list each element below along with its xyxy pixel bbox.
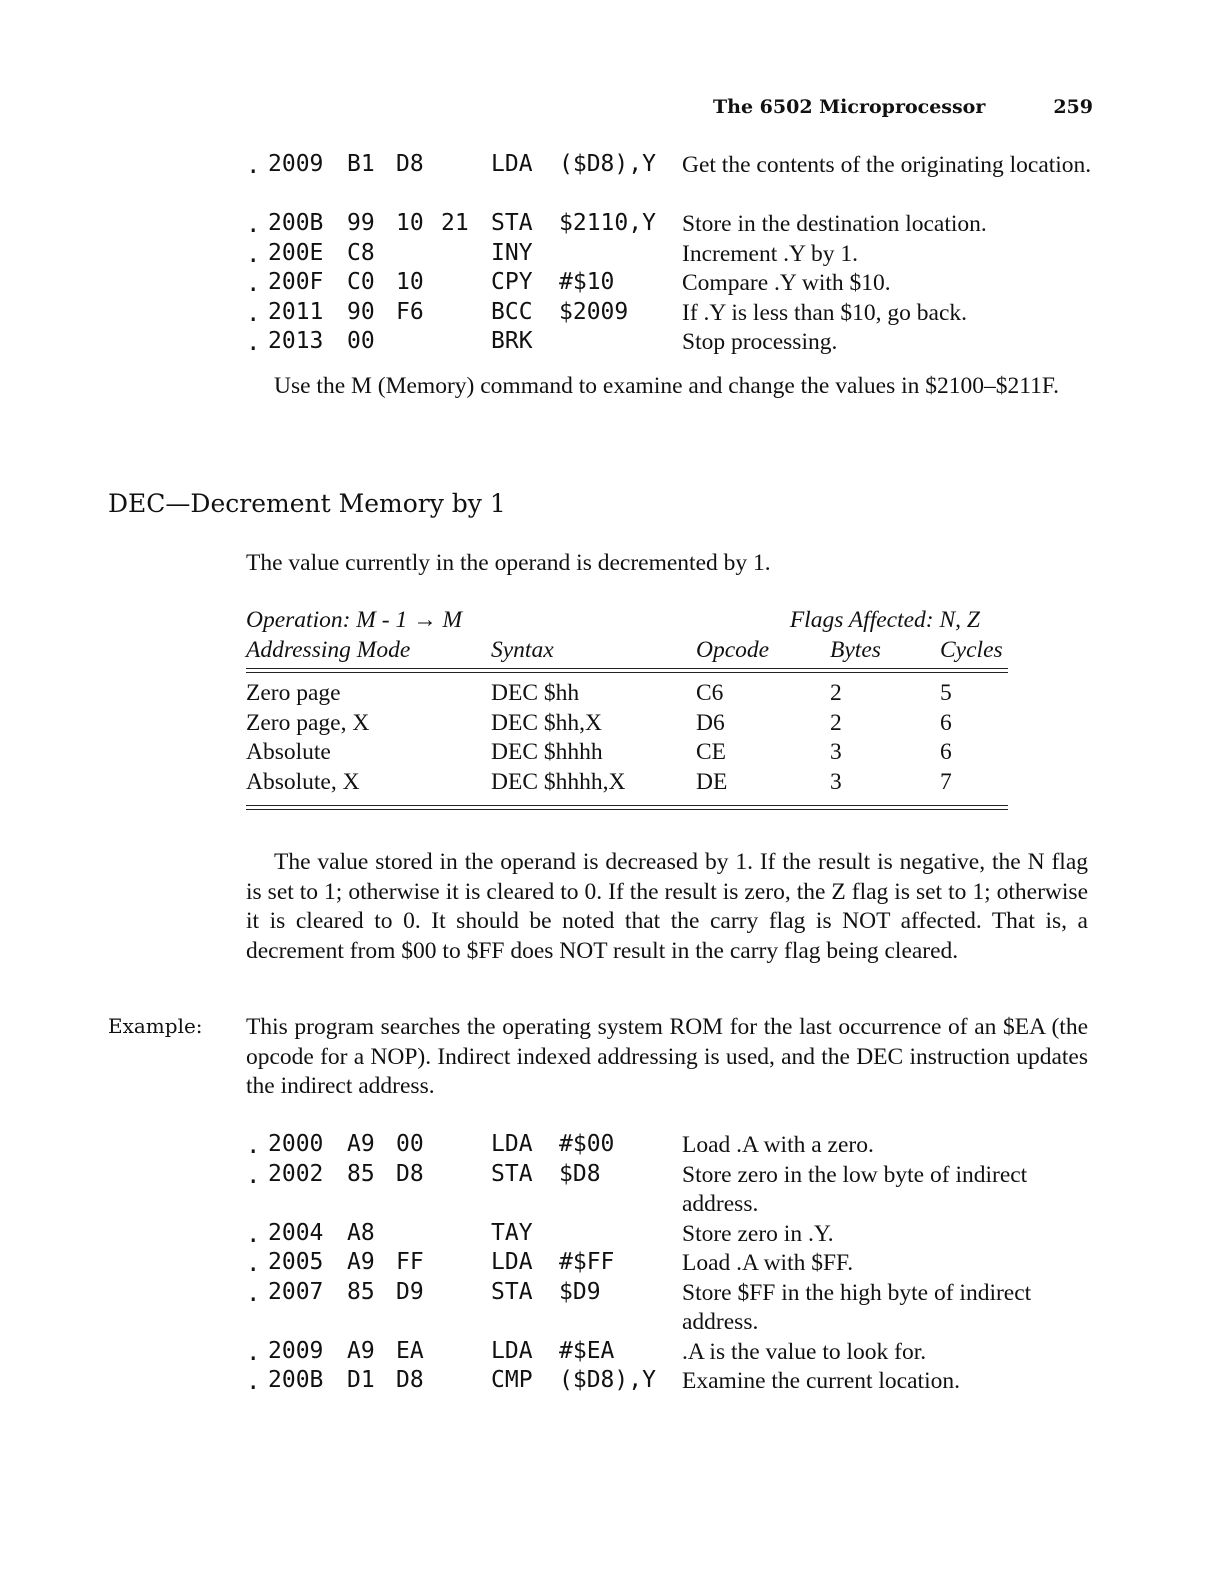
code-listing-bottom xyxy=(246,1131,1106,1397)
table-row xyxy=(246,769,1008,799)
code-address: 2004 xyxy=(268,1219,324,1246)
code-operand: #$00 xyxy=(559,1131,615,1157)
code-byte: D9 xyxy=(396,1278,424,1305)
cell-bytes: 3 xyxy=(830,739,842,765)
code-line xyxy=(246,1338,1106,1368)
code-mnemonic: LDA xyxy=(491,1249,533,1275)
code-mnemonic: STA xyxy=(491,1160,533,1187)
header-title: The 6502 Microprocessor xyxy=(713,96,986,118)
header-opcode: Opcode xyxy=(696,636,770,663)
cell-syntax: DEC $hh xyxy=(491,680,580,706)
code-comment: Load .A with a zero. xyxy=(682,1132,874,1158)
code-address: 2009 xyxy=(268,1337,324,1364)
code-byte: B1 xyxy=(347,151,375,177)
code-byte: C0 xyxy=(347,269,375,295)
code-line xyxy=(246,1131,1106,1161)
cell-bytes: 2 xyxy=(830,709,842,736)
code-byte: D8 xyxy=(396,1367,424,1393)
code-byte: A9 xyxy=(347,1249,375,1275)
table-row xyxy=(246,680,1008,710)
cell-opcode: C6 xyxy=(696,680,724,706)
cell-bytes: 2 xyxy=(830,680,842,706)
header-cycles: Cycles xyxy=(940,636,1003,663)
code-dot: . xyxy=(246,239,261,268)
code-address: 2007 xyxy=(268,1278,324,1305)
code-byte: FF xyxy=(396,1249,424,1275)
code-line xyxy=(246,269,1106,299)
code-mnemonic: LDA xyxy=(491,151,533,177)
code-mnemonic: CMP xyxy=(491,1367,533,1393)
table-row xyxy=(246,739,1008,769)
code-comment: Load .A with $FF. xyxy=(682,1250,854,1276)
section-heading: DEC—Decrement Memory by 1 xyxy=(108,489,506,518)
table-header-row xyxy=(246,637,1008,667)
table-rule xyxy=(246,668,1008,669)
table-rule xyxy=(246,809,1008,810)
code-comment: Stop processing. xyxy=(682,329,838,355)
code-mnemonic: BRK xyxy=(491,328,533,354)
code-mnemonic: STA xyxy=(491,210,533,236)
cell-cycles: 5 xyxy=(940,680,952,706)
table-row xyxy=(246,710,1008,740)
code-operand: ($D8),Y xyxy=(559,151,656,177)
code-dot: . xyxy=(246,1131,261,1159)
code-comment: .A is the value to look for. xyxy=(682,1338,927,1365)
code-address: 200F xyxy=(268,269,324,295)
code-comment: Store zero in the low byte of indirect address. xyxy=(682,1161,1028,1217)
code-operand: #$10 xyxy=(559,269,615,295)
cell-opcode: DE xyxy=(696,768,728,795)
code-mnemonic: STA xyxy=(491,1278,533,1305)
code-address: 2000 xyxy=(268,1131,324,1157)
code-dot: . xyxy=(246,298,261,327)
code-dot: . xyxy=(246,1278,261,1307)
code-comment: Store in the destination location. xyxy=(682,211,987,237)
code-address: 2002 xyxy=(268,1160,324,1187)
code-line xyxy=(246,1367,1106,1397)
code-byte: D8 xyxy=(396,151,424,177)
code-byte: 99 xyxy=(347,210,375,236)
code-byte: 85 xyxy=(347,1278,375,1305)
cell-syntax: DEC $hh,X xyxy=(491,709,602,736)
code-operand: $D8 xyxy=(559,1160,601,1187)
code-operand: $2009 xyxy=(559,298,629,325)
code-dot: . xyxy=(246,1337,261,1366)
code-byte: EA xyxy=(396,1337,424,1364)
code-line xyxy=(246,328,1106,358)
code-dot: . xyxy=(246,1160,261,1189)
cell-cycles: 7 xyxy=(940,768,952,795)
code-comment: Increment .Y by 1. xyxy=(682,240,858,267)
code-operand: $2110,Y xyxy=(559,210,656,236)
code-byte: F6 xyxy=(396,298,424,325)
code-operand: ($D8),Y xyxy=(559,1367,656,1393)
code-mnemonic: INY xyxy=(491,239,533,266)
code-address: 2011 xyxy=(268,298,324,325)
code-line xyxy=(246,151,1106,210)
cell-bytes: 3 xyxy=(830,768,842,795)
code-mnemonic: CPY xyxy=(491,269,533,295)
code-comment: Store zero in .Y. xyxy=(682,1220,834,1247)
page-number: 259 xyxy=(1053,96,1093,118)
code-dot: . xyxy=(246,210,261,238)
code-line xyxy=(246,1220,1106,1250)
table-rule xyxy=(246,805,1008,806)
description-paragraph: The value stored in the operand is decreased by 1. If the result is negative, the N flag is set to 1; otherwise it is cleared to 0. If the result is zero, the Z flag is set to 1; otherwise it is cleared to 0. It should be noted that the carry flag is NOT affected. That is, a decrement from $00 to $FF does NOT result in the carry flag being cleared. xyxy=(246,849,1088,964)
code-dot: . xyxy=(246,1219,261,1248)
code-address: 200B xyxy=(268,210,324,236)
code-mnemonic: TAY xyxy=(491,1219,533,1246)
code-byte: 00 xyxy=(396,1131,424,1157)
code-byte: C8 xyxy=(347,239,375,266)
header-syntax: Syntax xyxy=(491,636,554,663)
code-line xyxy=(246,210,1106,240)
code-dot: . xyxy=(246,269,261,297)
code-byte: 90 xyxy=(347,298,375,325)
flags-affected: Flags Affected: N, Z xyxy=(789,607,980,633)
code-byte: A9 xyxy=(347,1131,375,1157)
code-byte: D8 xyxy=(396,1160,424,1187)
code-byte: A8 xyxy=(347,1219,375,1246)
header-bytes: Bytes xyxy=(830,636,881,663)
code-address: 2009 xyxy=(268,151,324,177)
code-mnemonic: LDA xyxy=(491,1337,533,1364)
example-paragraph: This program searches the operating system ROM for the last occurrence of an $EA (the opcode for a NOP). Indirect indexed addressing is used, and the DEC instruction updates the indirect address. xyxy=(246,1014,1088,1099)
code-dot: . xyxy=(246,1249,261,1277)
table-rule xyxy=(246,672,1008,673)
cell-mode: Zero page, X xyxy=(246,709,370,736)
cell-opcode: CE xyxy=(696,739,727,765)
code-byte: 21 xyxy=(441,210,469,236)
header-mode: Addressing Mode xyxy=(246,636,411,663)
code-address: 2005 xyxy=(268,1249,324,1275)
code-operand: $D9 xyxy=(559,1278,601,1305)
code-comment: If .Y is less than $10, go back. xyxy=(682,299,967,326)
code-operand: #$EA xyxy=(559,1337,615,1364)
code-address: 2013 xyxy=(268,328,324,354)
code-byte: D1 xyxy=(347,1367,375,1393)
code-mnemonic: LDA xyxy=(491,1131,533,1157)
cell-syntax: DEC $hhhh xyxy=(491,739,603,765)
operation-row xyxy=(246,607,1008,637)
code-address: 200B xyxy=(268,1367,324,1393)
code-operand: #$FF xyxy=(559,1249,615,1275)
section-intro: The value currently in the operand is decremented by 1. xyxy=(246,550,771,576)
operation-text: Operation: M - 1 → M xyxy=(246,607,463,633)
code-dot: . xyxy=(246,328,261,356)
code-comment: Examine the current location. xyxy=(682,1368,960,1394)
code-dot: . xyxy=(246,1367,261,1395)
cell-syntax: DEC $hhhh,X xyxy=(491,768,626,795)
cell-mode: Absolute, X xyxy=(246,768,360,795)
code-byte: 10 xyxy=(396,210,424,236)
code-address: 200E xyxy=(268,239,324,266)
memory-note: Use the M (Memory) command to examine and change the values in $2100–$211F. xyxy=(274,373,1059,399)
code-comment: Store $FF in the high byte of indirect address. xyxy=(682,1279,1032,1335)
cell-opcode: D6 xyxy=(696,709,725,736)
cell-cycles: 6 xyxy=(940,709,952,736)
code-line xyxy=(246,299,1106,329)
cell-mode: Zero page xyxy=(246,680,341,706)
code-byte: A9 xyxy=(347,1337,375,1364)
opcode-table xyxy=(246,607,1008,798)
code-comment: Get the contents of the originating location. xyxy=(682,152,1092,178)
code-comment: Compare .Y with $10. xyxy=(682,270,891,296)
code-line xyxy=(246,1279,1106,1338)
running-header xyxy=(713,96,1093,126)
code-listing-top xyxy=(246,151,1106,358)
example-label: Example: xyxy=(108,1014,203,1038)
code-byte: 10 xyxy=(396,269,424,295)
code-line xyxy=(246,1161,1106,1220)
cell-mode: Absolute xyxy=(246,739,331,765)
cell-cycles: 6 xyxy=(940,739,952,765)
code-line xyxy=(246,1249,1106,1279)
code-dot: . xyxy=(246,151,261,179)
code-byte: 85 xyxy=(347,1160,375,1187)
code-mnemonic: BCC xyxy=(491,298,533,325)
code-line xyxy=(246,240,1106,270)
code-byte: 00 xyxy=(347,328,375,354)
